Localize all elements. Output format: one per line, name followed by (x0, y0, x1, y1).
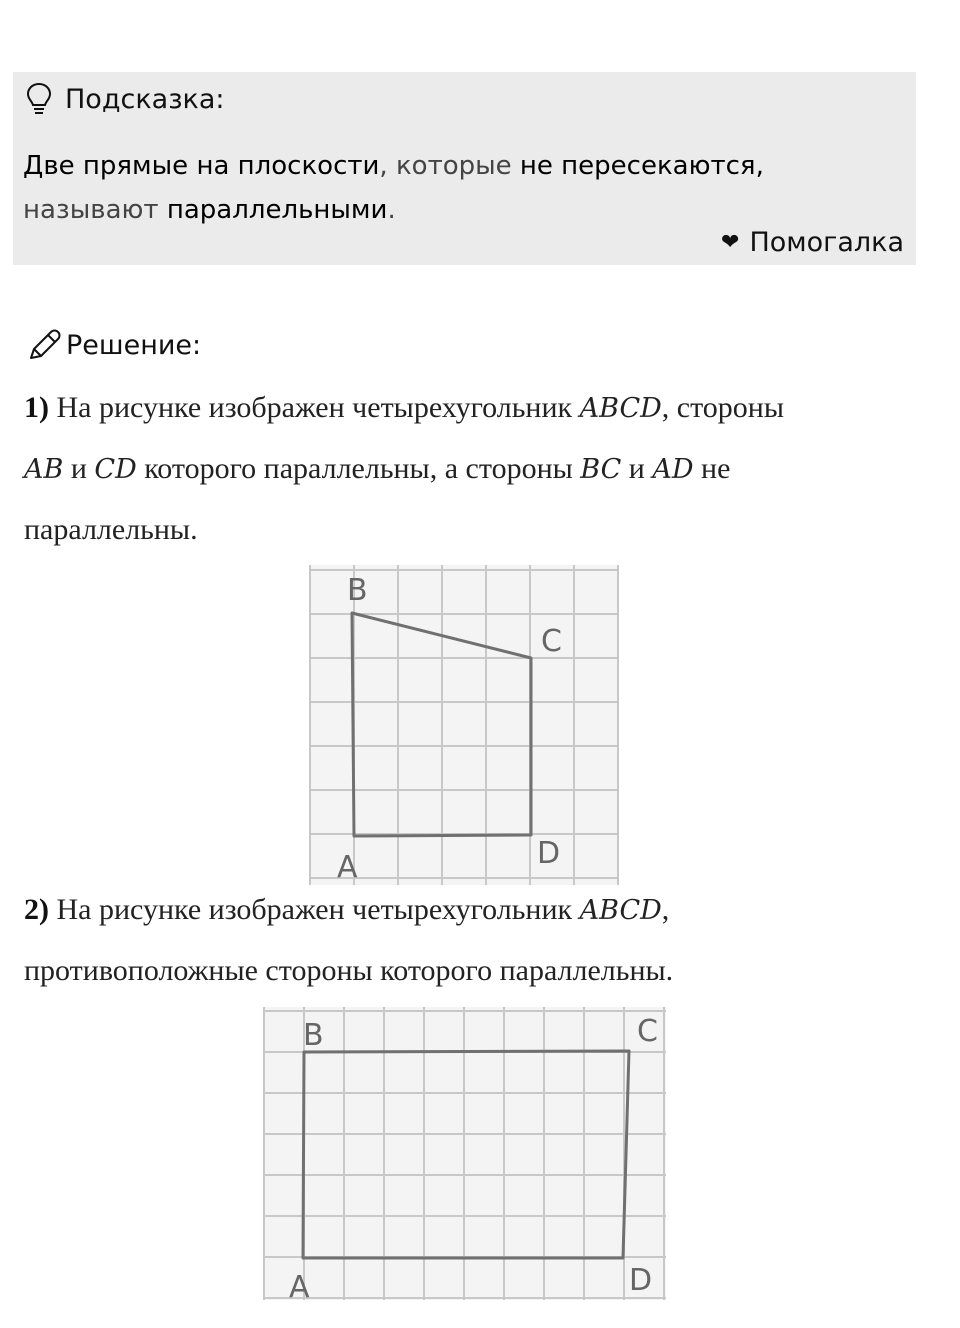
label-b-2: B (303, 1018, 324, 1053)
p1-text-6: не (693, 452, 731, 485)
hint-bold-1: Две прямые на плоскости (23, 151, 380, 181)
p1-text-2: , стороны (661, 391, 785, 424)
label-a: A (337, 850, 358, 885)
label-d-2: D (629, 1263, 653, 1298)
label-c-2: C (637, 1014, 658, 1049)
figure-1-trapezoid (309, 565, 619, 885)
solution-header (26, 327, 201, 363)
hint-bold-2: не пересекаются (519, 151, 756, 181)
pencil-icon (26, 327, 62, 363)
math-ad: AD (652, 454, 694, 485)
paragraph-1 (24, 378, 924, 560)
hint-punct-1: , (755, 151, 764, 181)
hint-box (13, 72, 916, 265)
p1-text-3: и (63, 452, 95, 485)
hint-title: Подсказка: (65, 83, 225, 115)
solution-title: Решение: (66, 329, 202, 361)
item-number-2: 2) (24, 893, 49, 926)
math-bc: BC (580, 454, 622, 485)
lightbulb-icon (25, 82, 53, 116)
credit-label: Помогалка (749, 227, 904, 258)
label-a-2: A (289, 1270, 310, 1300)
figure-2-rectangle (263, 1007, 666, 1300)
hint-plain-1: , которые (379, 151, 520, 181)
hint-punct-2: . (387, 195, 396, 225)
item-number-1: 1) (24, 391, 49, 424)
math-ab: AB (24, 454, 64, 485)
paragraph-2 (24, 880, 924, 1001)
math-cd: CD (94, 454, 137, 485)
hint-plain-2: называют (23, 195, 167, 225)
label-d: D (537, 836, 561, 871)
label-b: B (347, 573, 368, 608)
heart-icon: ❤ (721, 230, 740, 255)
p2-text-3: противоположные стороны которого параллельны. (24, 954, 674, 987)
math-abcd: ABCD (579, 393, 662, 424)
p2-text-1: На рисунке изображен четырехугольник (49, 893, 580, 926)
p1-text-4: которого параллельны, а стороны (136, 452, 581, 485)
hint-bold-3: параллельными (166, 195, 388, 225)
p1-text-7: параллельны. (24, 513, 198, 546)
label-c: C (541, 624, 562, 659)
math-abcd-2: ABCD (579, 895, 662, 926)
credit (721, 227, 904, 258)
hint-header (25, 82, 225, 116)
hint-text (23, 144, 903, 232)
p1-text-5: и (621, 452, 653, 485)
p2-text-2: , (661, 893, 670, 926)
p1-text-1: На рисунке изображен четырехугольник (49, 391, 580, 424)
